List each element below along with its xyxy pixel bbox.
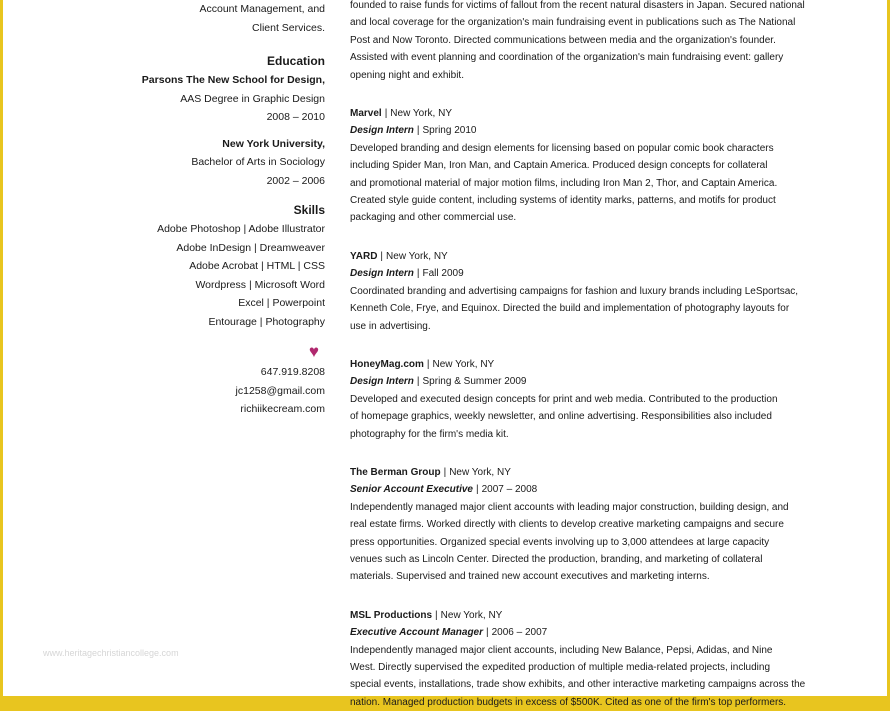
left-column — [3, 0, 325, 419]
contact-phone: 647.919.8208 — [260, 366, 325, 378]
skill-line: Adobe Acrobat | HTML | CSS — [189, 260, 325, 272]
job-description-line: and promotional material of major motion films, including Iron Man 2, Thor, and Captain America. — [350, 177, 778, 189]
skill-line: Adobe Photoshop | Adobe Illustrator — [157, 223, 325, 235]
job-description-line: real estate firms. Worked directly with clients to develop creative marketing campaigns and secure — [350, 519, 784, 531]
job-description-line: of homepage graphics, weekly newsletter, and online advertising. Responsibilities also included — [350, 411, 772, 423]
job-location: New York, NY — [386, 250, 448, 262]
paragraph-line: founded to raise funds for victims of fallout from the recent natural disasters in Japan. Secured national — [350, 0, 805, 11]
school-years: 2008 – 2010 — [266, 111, 325, 123]
contact-email[interactable]: jc1258@gmail.com — [235, 384, 325, 397]
job-title: Executive Account Manager — [350, 627, 484, 639]
skill-line: Wordpress | Microsoft Word — [195, 278, 325, 291]
job-title: Design Intern — [350, 125, 414, 137]
job-description-line: Created style guide content, including systems of identity marks, patterns, and motifs for product — [350, 195, 776, 207]
job-description-line: photography for the firm's media kit. — [350, 428, 509, 440]
school-name: Parsons The New School for Design, — [141, 74, 325, 86]
job-dates: 2006 – 2007 — [491, 627, 548, 639]
resume-page — [3, 0, 887, 708]
school-years: 2002 – 2006 — [266, 174, 325, 187]
job-entry — [350, 607, 850, 711]
job-description-line: Developed branding and design elements for licensing based on popular comic book characters — [350, 142, 774, 154]
education-entry — [3, 135, 325, 191]
job-description-line: materials. Supervised and trained new account executives and marketing interns. — [350, 571, 710, 583]
paragraph-line: Assisted with event planning and coordination of the organization's main fundraising event: gallery — [350, 52, 784, 64]
skill-line: Entourage | Photography — [208, 315, 325, 328]
job-description-line: Kenneth Cole, Frye, and Equinox. Directed the build and implementation of photography layouts for — [350, 303, 790, 315]
job-description-line: use in advertising. — [350, 320, 431, 332]
job-description-line: special events, installations, trade show exhibits, and other interactive marketing campaigns across the — [350, 679, 806, 691]
job-dates: Spring & Summer 2009 — [422, 376, 527, 388]
skill-line: Adobe InDesign | Dreamweaver — [176, 241, 325, 254]
contact-website[interactable]: richiikecream.com — [240, 403, 325, 415]
school-degree: AAS Degree in Graphic Design — [180, 92, 325, 105]
company-name: YARD — [350, 250, 378, 262]
school-name: New York University, — [222, 137, 325, 150]
job-description-line: Coordinated branding and advertising campaigns for fashion and luxury brands including LeSportsac, — [350, 285, 799, 297]
job-location: New York, NY — [390, 108, 452, 120]
job-title-row: Design Intern | Spring & Summer 2009 — [350, 376, 527, 388]
paragraph-line: opening night and exhibit. — [350, 69, 464, 81]
job-description-line: press opportunities. Organized special events involving up to 3,000 attendees at large capacity — [350, 536, 770, 548]
job-header: HoneyMag.com | New York, NY — [350, 358, 495, 370]
skill-line: Excel | Powerpoint — [238, 297, 325, 309]
job-header: The Berman Group | New York, NY — [350, 466, 511, 478]
job-description-line: including Spider Man, Iron Man, and Captain America. Produced design concepts for collateral — [350, 160, 768, 172]
job-header: YARD | New York, NY — [350, 250, 448, 262]
job-location: New York, NY — [432, 358, 495, 370]
job-description-line: Developed and executed design concepts for print and web media. Contributed to the production — [350, 393, 778, 405]
skills-heading: Skills — [293, 203, 325, 217]
paragraph-line: and local coverage for the organization's main fundraising event in publications such as The National — [350, 17, 796, 29]
job-entry — [350, 105, 850, 227]
job-description-line: packaging and other commercial use. — [350, 212, 517, 224]
contact-block — [3, 363, 325, 419]
intro-line: Account Management, and — [199, 3, 325, 15]
job-header: Marvel | New York, NY — [350, 108, 452, 120]
job-title-row: Design Intern | Spring 2010 — [350, 125, 477, 137]
skills-list — [3, 220, 325, 331]
job-dates: 2007 – 2008 — [481, 484, 538, 496]
job-title-row: Design Intern | Fall 2009 — [350, 268, 464, 280]
company-name: Marvel — [350, 108, 382, 120]
job-title: Senior Account Executive — [350, 484, 473, 496]
company-name: The Berman Group — [350, 466, 441, 478]
job-description-line: venues such as Lincoln Center. Directed the production, branding, and marketing of collateral — [350, 553, 763, 565]
job-entry — [350, 464, 850, 586]
job-dates: Fall 2009 — [422, 268, 464, 280]
job-description-line: nation. Managed production budgets in excess of $500K. Cited as one of the firm's top performers. — [350, 696, 787, 708]
intro-block — [3, 0, 325, 37]
job-entry — [350, 248, 850, 335]
job-description-line: Independently managed major client accounts with leading major construction, building design, and — [350, 501, 789, 513]
company-name: HoneyMag.com — [350, 358, 424, 370]
heart-icon: ♥ — [308, 342, 319, 361]
job-entry — [350, 356, 850, 443]
job-title: Design Intern — [350, 376, 414, 388]
job-location: New York, NY — [449, 466, 511, 478]
right-column — [350, 0, 850, 711]
job-header: MSL Productions | New York, NY — [350, 609, 503, 621]
job-description-line: West. Directly supervised the expedited production of multiple media-related projects, including — [350, 662, 771, 673]
intro-line: Client Services. — [252, 21, 325, 34]
paragraph-line: Post and Now Toronto. Directed communications between media and the organization's founder. — [350, 34, 776, 46]
education-entry — [3, 71, 325, 127]
job-title-row: Senior Account Executive | 2007 – 2008 — [350, 484, 538, 496]
watermark: www.heritagechristiancollege.com — [43, 648, 179, 658]
job-title: Design Intern — [350, 268, 414, 280]
intro-paragraph — [350, 0, 850, 84]
company-name: MSL Productions — [350, 609, 433, 621]
job-description-line: Independently managed major client accounts, including New Balance, Pepsi, Adidas, and Nine — [350, 644, 773, 656]
job-title-row: Executive Account Manager | 2006 – 2007 — [350, 627, 548, 639]
school-degree: Bachelor of Arts in Sociology — [191, 156, 325, 168]
job-location: New York, NY — [440, 609, 503, 621]
job-dates: Spring 2010 — [422, 125, 477, 137]
education-heading: Education — [266, 54, 325, 68]
